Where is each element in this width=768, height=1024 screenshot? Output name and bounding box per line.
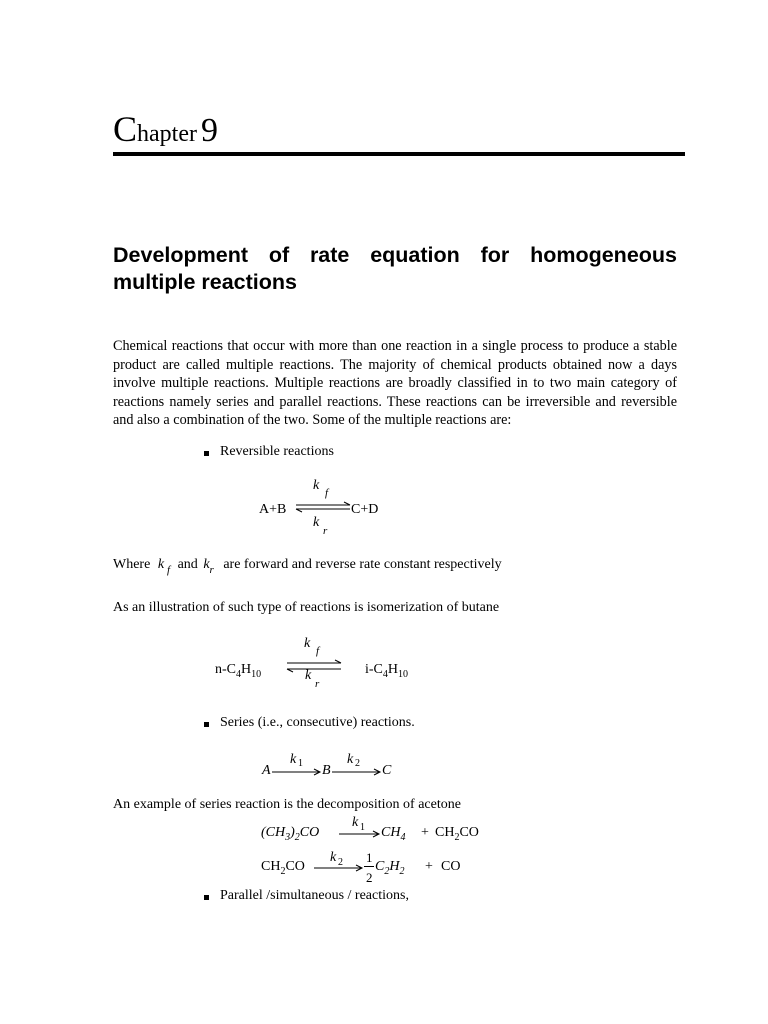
equilibrium-arrow-icon (287, 660, 343, 674)
illustration-text: As an illustration of such type of reactions is isomerization of butane (113, 600, 500, 615)
bullet-marker (204, 451, 209, 456)
rate-constant-k: k (347, 752, 354, 767)
acetylene: $C_2H_2$ (375, 859, 405, 877)
species-b: B (322, 763, 331, 778)
rate-constant-sub: 2 (355, 758, 360, 769)
where-suffix: are forward and reverse rate constant respectively (223, 557, 502, 572)
n-butane: $n-C_4H_{10}$ (215, 662, 262, 680)
rate-constant-sub: 1 (360, 822, 365, 833)
chapter-initial: C (113, 109, 138, 149)
rate-constant-k: k (313, 515, 320, 530)
reaction-arrow-icon (339, 830, 381, 838)
fraction-numerator: 1 (366, 850, 373, 865)
rate-constant-sub: 1 (298, 758, 303, 769)
products: C+D (351, 502, 379, 517)
rate-constant-sub: 2 (338, 857, 343, 868)
bullet-marker (204, 895, 209, 900)
kf-sub: f (167, 564, 171, 576)
rate-constant-k: k (352, 815, 359, 830)
kr-symbol: k (203, 557, 210, 572)
rate-constant-sub: r (315, 678, 320, 690)
where-prefix: Where (113, 557, 151, 572)
bullet-parallel: Parallel /simultaneous / reactions, (220, 888, 409, 903)
section-title: Development of rate equation for homogeneous multiple reactions (113, 243, 677, 294)
chapter-word: hapter (137, 121, 197, 147)
reaction-arrow-icon (332, 768, 382, 776)
intro-paragraph: Chemical reactions that occur with more than one reaction in a single process to produce a stable product are called multiple reactions. The majority of chemical products obtained now a days involve multiple reactions. Multiple reactions are broadly classified in to two main category of reactions namely series and parallel reactions. These reactions can be irreversible and reversible and also a combination of the two. Some of the multiple reactions are: (113, 338, 677, 428)
rate-constant-k: k (290, 752, 297, 767)
chapter-heading (113, 108, 218, 150)
rate-constant-k: k (305, 668, 312, 683)
plus-sign: + (425, 859, 433, 874)
i-butane: $i-C_4H_{10}$ (365, 662, 409, 680)
example-text: An example of series reaction is the decomposition of acetone (113, 797, 461, 812)
rate-constant-k: k (313, 478, 320, 493)
reactants: A+B (259, 502, 287, 517)
bullet-series: Series (i.e., consecutive) reactions. (220, 715, 415, 730)
ketene: $CH_2CO$ (261, 859, 305, 877)
rate-constant-sub: f (316, 645, 320, 657)
rate-constant-sub: f (325, 487, 329, 499)
equilibrium-arrow-icon (296, 502, 352, 514)
acetone: $(CH_3)_2CO$ (261, 825, 320, 843)
where-line (113, 557, 502, 576)
rate-constant-k: k (330, 850, 337, 865)
ketene: $CH_2CO$ (435, 825, 479, 843)
reaction-arrow-icon (272, 768, 322, 776)
fraction-denominator: 2 (366, 870, 373, 885)
fraction-bar (364, 866, 374, 867)
kf-symbol: k (157, 557, 165, 572)
plus-sign: + (421, 825, 429, 840)
rate-constant-sub: r (323, 525, 328, 537)
reaction-arrow-icon (314, 864, 364, 872)
chapter-rule (113, 152, 685, 156)
bullet-marker (204, 722, 209, 727)
kr-sub: r (209, 564, 214, 576)
species-c: C (382, 763, 392, 778)
methane: $CH_4$ (381, 825, 406, 843)
carbon-monoxide: CO (441, 859, 461, 874)
rate-constant-k: k (304, 636, 311, 651)
bullet-reversible: Reversible reactions (220, 444, 334, 459)
chapter-number: 9 (200, 112, 218, 149)
where-and: and (177, 557, 198, 572)
species-a: A (262, 763, 271, 778)
